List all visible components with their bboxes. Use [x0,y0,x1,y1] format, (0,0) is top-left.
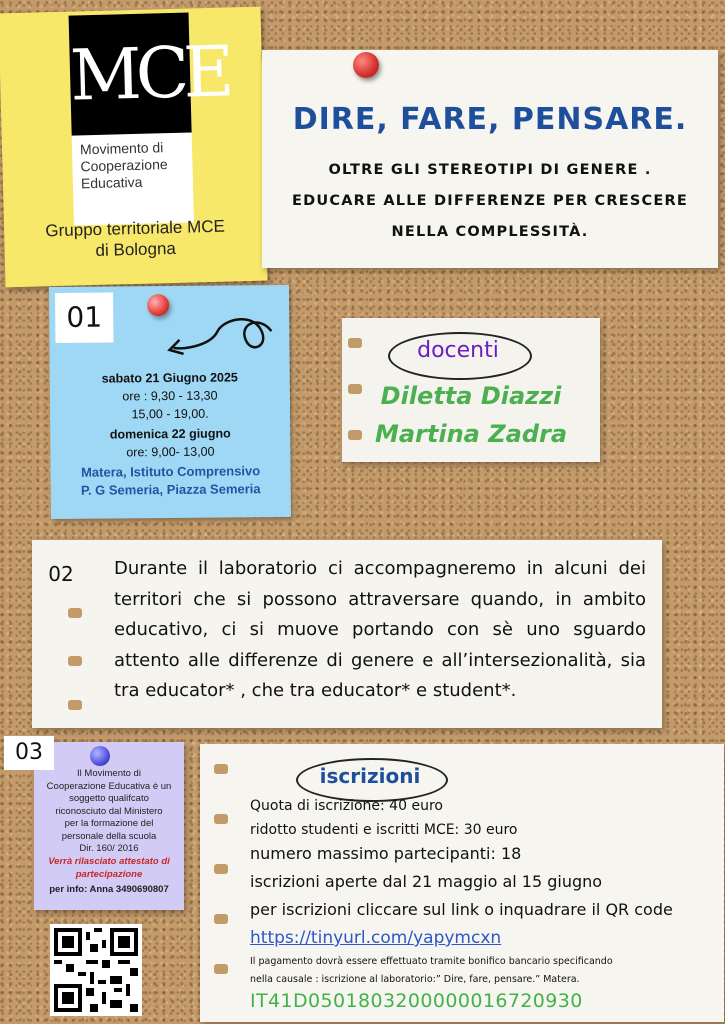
torn-hole [348,338,362,348]
curly-arrow-icon [159,305,280,366]
certificate-line: partecipazione [75,869,143,880]
section-number: 01 [55,292,113,343]
mce-logo [69,13,230,226]
schedule-location: Matera, Istituto Comprensivo [80,463,261,480]
torn-hole [68,700,82,710]
logo-note [0,7,268,288]
accreditation-line: riconosciuto dal Ministero [55,805,163,817]
logo-text-line: Educativa [80,173,143,192]
logo-mark: MCE [69,13,192,136]
registration-note [200,744,724,1022]
accreditation-line: Cooperazione Educativa è un [46,780,172,792]
title-note [262,50,718,268]
torn-hole [68,608,82,618]
registration-max: numero massimo partecipanti: 18 [250,844,522,863]
certificate-line: Verrà rilasciato attestato di [48,856,170,867]
accreditation-line: personale della scuola [61,830,157,842]
accreditation-line: per la formazione del [64,818,154,829]
torn-hole [214,914,228,924]
registration-fee: Quota di iscrizione: 40 euro [250,798,443,814]
logo-text [80,139,189,193]
schedule-time: ore: 9,00- 13,00 [126,444,215,460]
accreditation-line: soggetto qualifcato [69,793,149,804]
torn-hole [214,864,228,874]
accreditation-line: Il Movimento di [77,768,141,779]
schedule-date: sabato 21 Giugno 2025 [101,370,238,386]
subtitle-line: EDUCARE ALLE DIFFERENZE PER CRESCERE [292,193,688,209]
page-title: DIRE, FARE, PENSARE. [292,102,688,137]
group-label [12,215,259,263]
group-label-line: di Bologna [95,238,177,261]
section-number: 02 [48,562,74,586]
pushpin-icon [353,52,379,78]
teacher-name: Martina Zadra [374,420,568,448]
group-label-line: Gruppo territoriale MCE [45,216,226,241]
payment-line: Il pagamento dovrà essere effettuato tramite bonifico bancario specificando [250,956,613,967]
contact-info: per info: Anna 3490690807 [49,884,169,895]
registration-dates: iscrizioni aperte dal 21 maggio al 15 giugno [250,872,603,891]
registration-link[interactable]: https://tinyurl.com/yapymcxn [250,928,502,948]
iban: IT41D0501803200000016720930 [250,990,583,1012]
registration-label: iscrizioni [319,764,421,788]
description-text: Durante il laboratorio ci accompagneremo in alcuni dei territori che si possono attraversare quando, in ambito educativo, ci si muove portando con sè uno sguardo attento alle differenze di genere e all’intersezionalità, sia tra educator* , che tra educator* e student*. [114,558,646,701]
schedule-time: 15,00 - 19,00. [131,406,209,422]
teachers-label: docenti [417,338,499,363]
subtitle-line: NELLA COMPLESSITÀ. [391,224,589,240]
pushpin-icon [90,746,110,766]
schedule-location: P. G Semeria, Piazza Semeria [80,481,261,498]
torn-hole [214,814,228,824]
description-note [32,540,662,728]
accreditation-note [34,742,184,910]
logo-text-line: Movimento di [79,139,164,158]
schedule-date: domenica 22 giugno [109,426,231,442]
teachers-note [342,318,600,462]
registration-how: per iscrizioni cliccare sul link o inquadrare il QR code [250,900,673,919]
teacher-name: Diletta Diazzi [380,382,562,410]
torn-hole [68,656,82,666]
subtitle-line: OLTRE GLI STEREOTIPI DI GENERE . [328,162,652,178]
section-number: 03 [4,736,54,770]
schedule-time: ore : 9,30 - 13,30 [122,388,218,404]
torn-hole [214,964,228,974]
qr-code[interactable] [50,924,142,1016]
logo-text-line: Cooperazione [80,156,168,175]
qr-code-icon [54,928,138,1012]
payment-line: nella causale : iscrizione al laboratorio:” Dire, fare, pensare.” Matera. [250,974,580,985]
schedule-note [49,285,291,519]
accreditation-line: Dir. 160/ 2016 [79,843,139,854]
registration-reduced: ridotto studenti e iscritti MCE: 30 euro [250,822,518,838]
torn-hole [214,764,228,774]
